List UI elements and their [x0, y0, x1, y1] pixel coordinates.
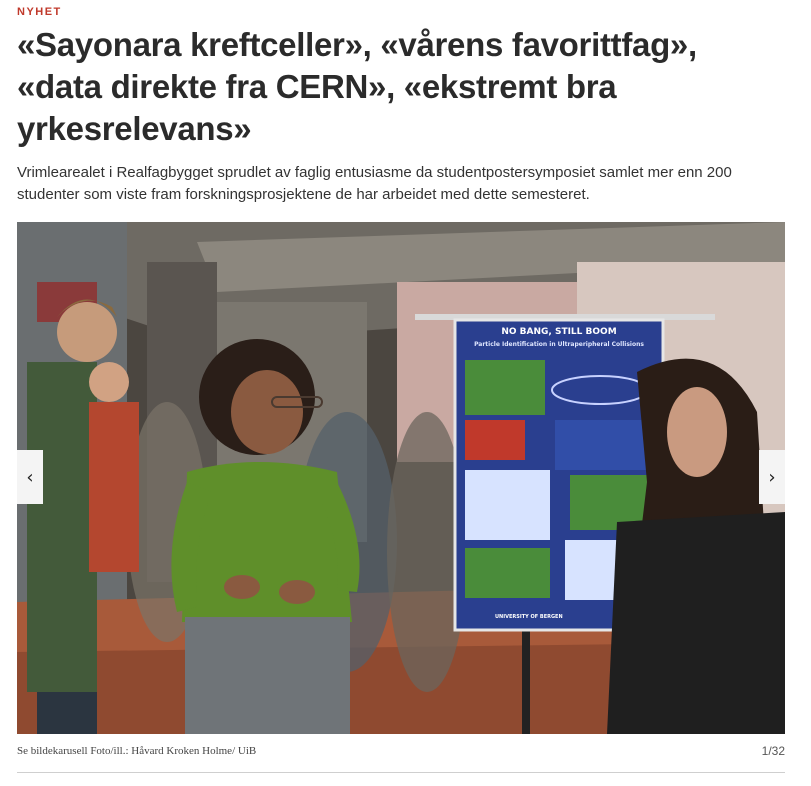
photo-credit: Se bildekarusell Foto/ill.: Håvard Kroken Holme/ UiB — [17, 745, 257, 757]
poster-title: NO BANG, STILL BOOM — [501, 327, 617, 337]
divider — [17, 772, 785, 773]
image-carousel[interactable] — [17, 222, 785, 734]
chevron-right-icon: › — [768, 466, 776, 488]
carousel-caption-row — [17, 744, 785, 758]
carousel-photo — [17, 222, 785, 734]
slide-counter: 1/32 — [761, 744, 785, 758]
chevron-left-icon: ‹ — [26, 466, 34, 488]
poster-university: UNIVERSITY OF BERGEN — [495, 614, 563, 620]
poster-subtitle: Particle Identification in Ultraperipheral Collisions — [474, 341, 644, 348]
carousel-prev-button[interactable] — [17, 450, 43, 504]
article-headline: «Sayonara kreftceller», «vårens favorittfag», «data direkte fra CERN», «ekstremt bra yrkesrelevans» — [17, 26, 697, 147]
article-header — [17, 0, 785, 206]
article-lead: Vrimlearealet i Realfagbygget sprudlet av faglig entusiasme da studentpostersymposiet samlet mer enn 200 studenter som viste fram forskningsprosjektene de har arbeidet med dette semesteret. — [17, 164, 732, 203]
carousel-next-button[interactable] — [759, 450, 785, 504]
article-kicker: NYHET — [17, 6, 62, 18]
